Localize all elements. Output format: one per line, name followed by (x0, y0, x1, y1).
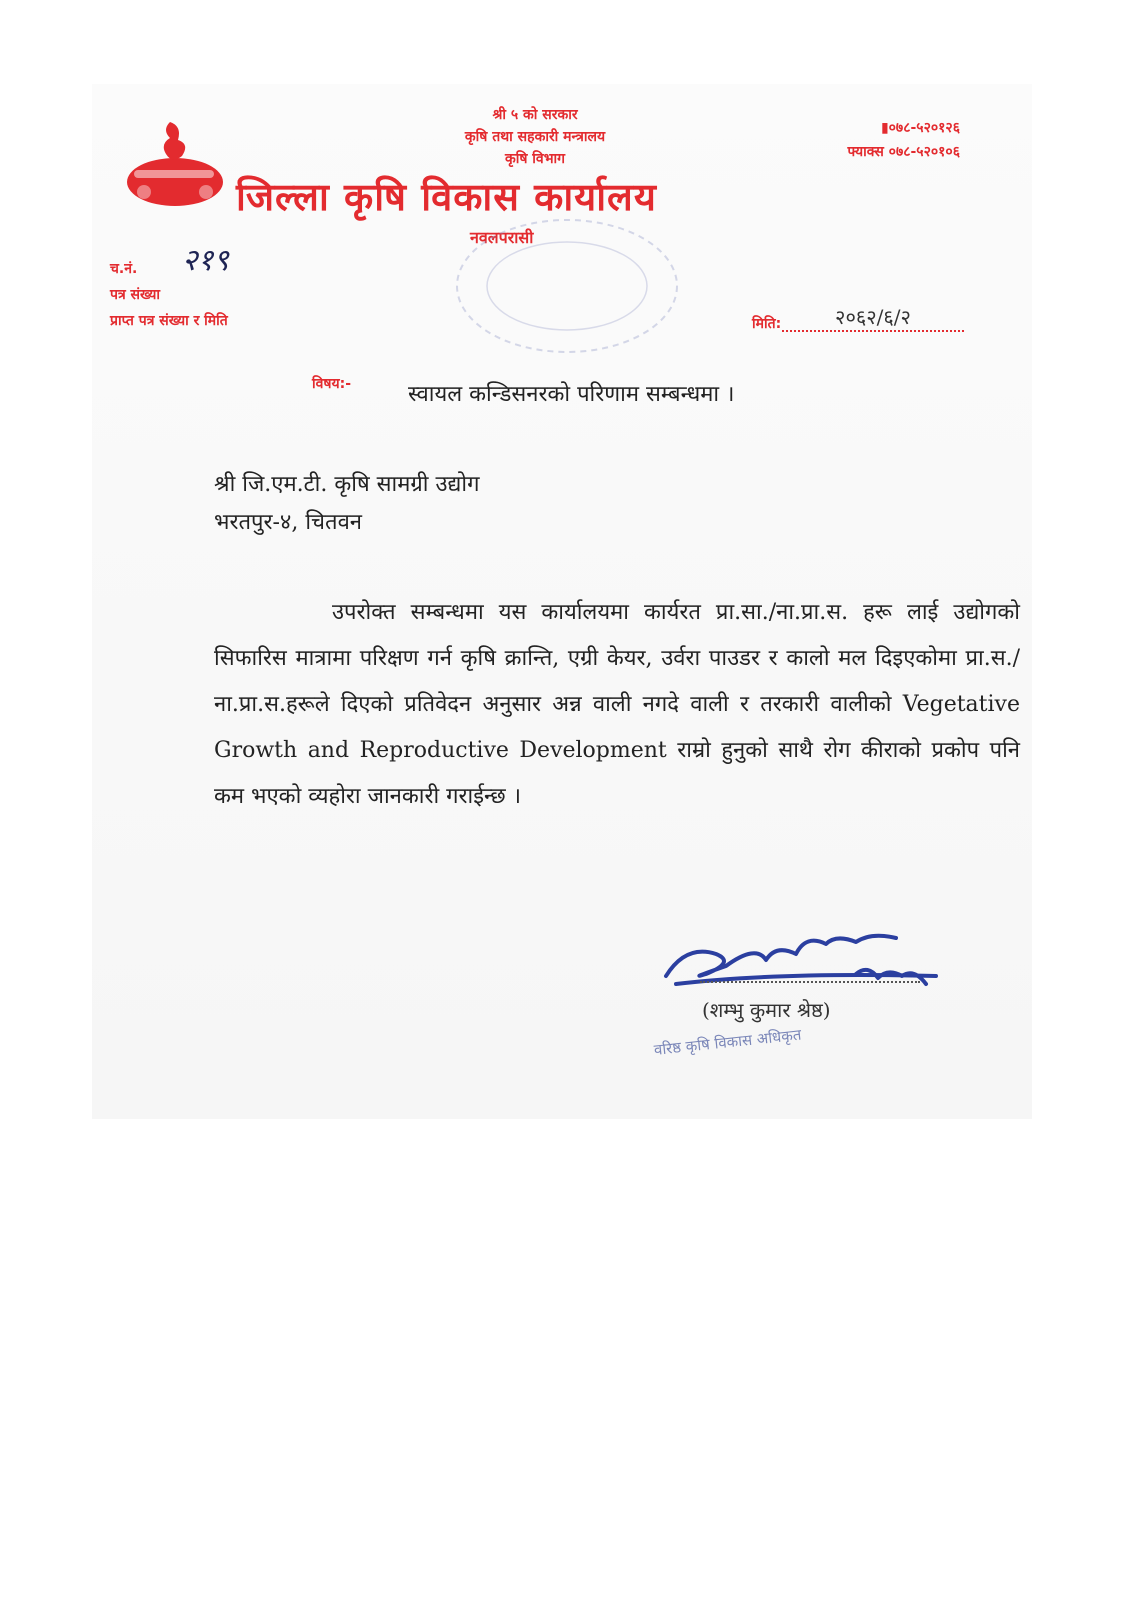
govt-line-1: श्री ५ को सरकार (492, 107, 578, 123)
phone-icon: ▮ (880, 120, 889, 136)
office-stamp-icon (442, 206, 692, 366)
addressee-line-2: भरतपुर-४, चितवन (214, 510, 363, 535)
signatory-title-stamp: वरिष्ठ कृषि विकास अधिकृत (653, 1025, 803, 1059)
cha-na-label: च.नं. (110, 261, 138, 277)
office-name: जिल्ला कृषि विकास कार्यालय (236, 175, 657, 219)
date-value: २०६२/६/२ (782, 303, 964, 332)
signatory-name: (शम्भु कुमार श्रेष्ठ) (702, 998, 831, 1022)
subject-text: स्वायल कन्डिसनरको परिणाम सम्बन्धमा । (408, 382, 735, 407)
fax-number: फ्याक्स ०७८-५२०१०६ (847, 144, 960, 160)
prapta-patra-label: प्राप्त पत्र संख्या र मिति (110, 313, 228, 329)
contact-block (780, 116, 960, 164)
govt-line-2: कृषि तथा सहकारी मन्त्रालय (464, 129, 606, 145)
letter-body: उपरोक्त सम्बन्धमा यस कार्यालयमा कार्यरत प्रा.सा./ना.प्रा.स. हरू लाई उद्योगको सिफारिस मात्रामा परिक्षण गर्न कृषि क्रान्ति, एग्री केयर, उर्वरा पाउडर र कालो मल दिइएकोमा प्रा.स./ना.प्रा.स.हरूले दिएको प्रतिवेदन अनुसार अन्न वाली नगदे वाली र तरकारी वालीको Vegetative Growth and Reproductive Development राम्रो हुनुको साथै रोग कीराको प्रकोप पनि कम भएको व्यहोरा जानकारी गराईन्छ । (214, 600, 1020, 809)
subject-label: विषय:- (312, 376, 352, 392)
reference-number: २१९ (182, 243, 229, 278)
nepal-emblem-icon (120, 114, 230, 214)
addressee-line-1: श्री जि.एम.टी. कृषि सामग्री उद्योग (214, 472, 480, 497)
district-name: नवलपरासी (470, 228, 534, 247)
government-header (420, 104, 650, 170)
phone-number: ▮०७८-५२०१२६ (880, 120, 960, 136)
patra-sankhya-label: पत्र संख्या (110, 287, 160, 303)
govt-line-3: कृषि विभाग (504, 151, 566, 167)
addressee (214, 466, 480, 542)
signature-line (700, 981, 920, 983)
date-label: मिति: (752, 316, 782, 332)
